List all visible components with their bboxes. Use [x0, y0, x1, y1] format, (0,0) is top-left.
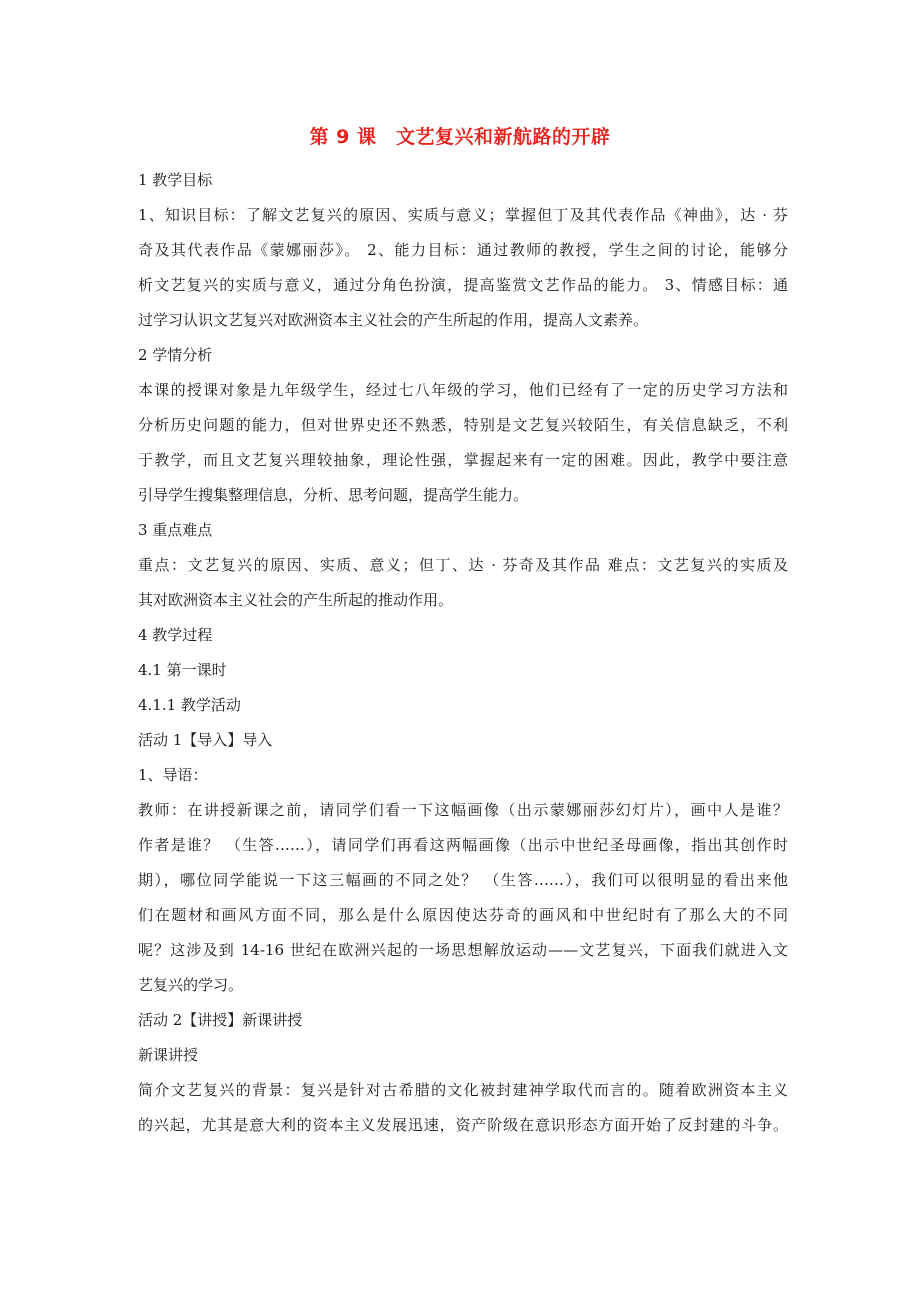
section-heading-key-points: 3 重点难点: [138, 521, 213, 539]
paragraph-line: 期），哪位同学能说一下这三幅画的不同之处？ （生答……），我们可以很明显的看出来他: [138, 871, 788, 889]
paragraph-line: 引导学生搜集整理信息，分析、思考问题，提高学生能力。: [138, 486, 529, 504]
paragraph-line: 1、知识目标：了解文艺复兴的原因、实质与意义；掌握但丁及其代表作品《神曲》，达 · 芬: [138, 206, 788, 224]
paragraph-line: 分析历史问题的能力，但对世界史还不熟悉，特别是文艺复兴较陌生，有关信息缺乏，不利: [138, 416, 788, 434]
paragraph-line: 艺复兴的学习。: [138, 976, 244, 994]
paragraph-line: 析文艺复兴的实质与意义，通过分角色扮演，提高鉴赏文艺作品的能力。 3、情感目标：通: [138, 276, 788, 294]
paragraph-line: 简介文艺复兴的背景：复兴是针对古希腊的文化被封建神学取代而言的。随着欧洲资本主义: [138, 1081, 788, 1099]
paragraph-line: 教师：在讲授新课之前，请同学们看一下这幅画像（出示蒙娜丽莎幻灯片），画中人是谁？: [138, 801, 788, 819]
paragraph-line: 于教学，而且文艺复兴理较抽象，理论性强，掌握起来有一定的困难。因此，教学中要注意: [138, 451, 788, 469]
subsection-heading: 4.1.1 教学活动: [138, 696, 241, 714]
paragraph-line: 作者是谁？ （生答……），请同学们再看这两幅画像（出示中世纪圣母画像，指出其创作时: [138, 836, 788, 854]
paragraph-line: 重点：文艺复兴的原因、实质、意义；但丁、达 · 芬奇及其作品 难点：文艺复兴的实质及: [138, 556, 788, 574]
paragraph-line: 过学习认识文艺复兴对欧洲资本主义社会的产生所起的作用，提高人文素养。: [138, 311, 649, 329]
subsection-heading: 4.1 第一课时: [138, 661, 227, 679]
guide-label: 1、导语：: [138, 766, 208, 784]
document-body: [138, 165, 788, 1141]
activity-heading: 活动 2【讲授】新课讲授: [138, 1011, 303, 1029]
lesson-title: 第 9 课 文艺复兴和新航路的开辟: [309, 126, 611, 148]
activity-heading: 活动 1【导入】导入: [138, 731, 273, 749]
paragraph-line: 呢？这涉及到 14-16 世纪在欧洲兴起的一场思想解放运动——文艺复兴，下面我们就进入文: [138, 941, 788, 959]
section-heading-analysis: 2 学情分析: [138, 346, 213, 364]
section-heading-process: 4 教学过程: [138, 626, 213, 644]
paragraph-line: 的兴起，尤其是意大利的资本主义发展迅速，资产阶级在意识形态方面开始了反封建的斗争。: [138, 1116, 788, 1134]
paragraph-line: 奇及其代表作品《蒙娜丽莎》。 2、能力目标：通过教师的教授，学生之间的讨论，能够分: [138, 241, 788, 259]
section-heading-objectives: 1 教学目标: [138, 171, 213, 189]
paragraph-line: 本课的授课对象是九年级学生，经过七八年级的学习，他们已经有了一定的历史学习方法和: [138, 381, 788, 399]
paragraph-line: 们在题材和画风方面不同，那么是什么原因使达芬奇的画风和中世纪时有了那么大的不同: [138, 906, 788, 924]
paragraph-line: 其对欧洲资本主义社会的产生所起的推动作用。: [138, 591, 454, 609]
new-lesson-label: 新课讲授: [138, 1046, 199, 1064]
